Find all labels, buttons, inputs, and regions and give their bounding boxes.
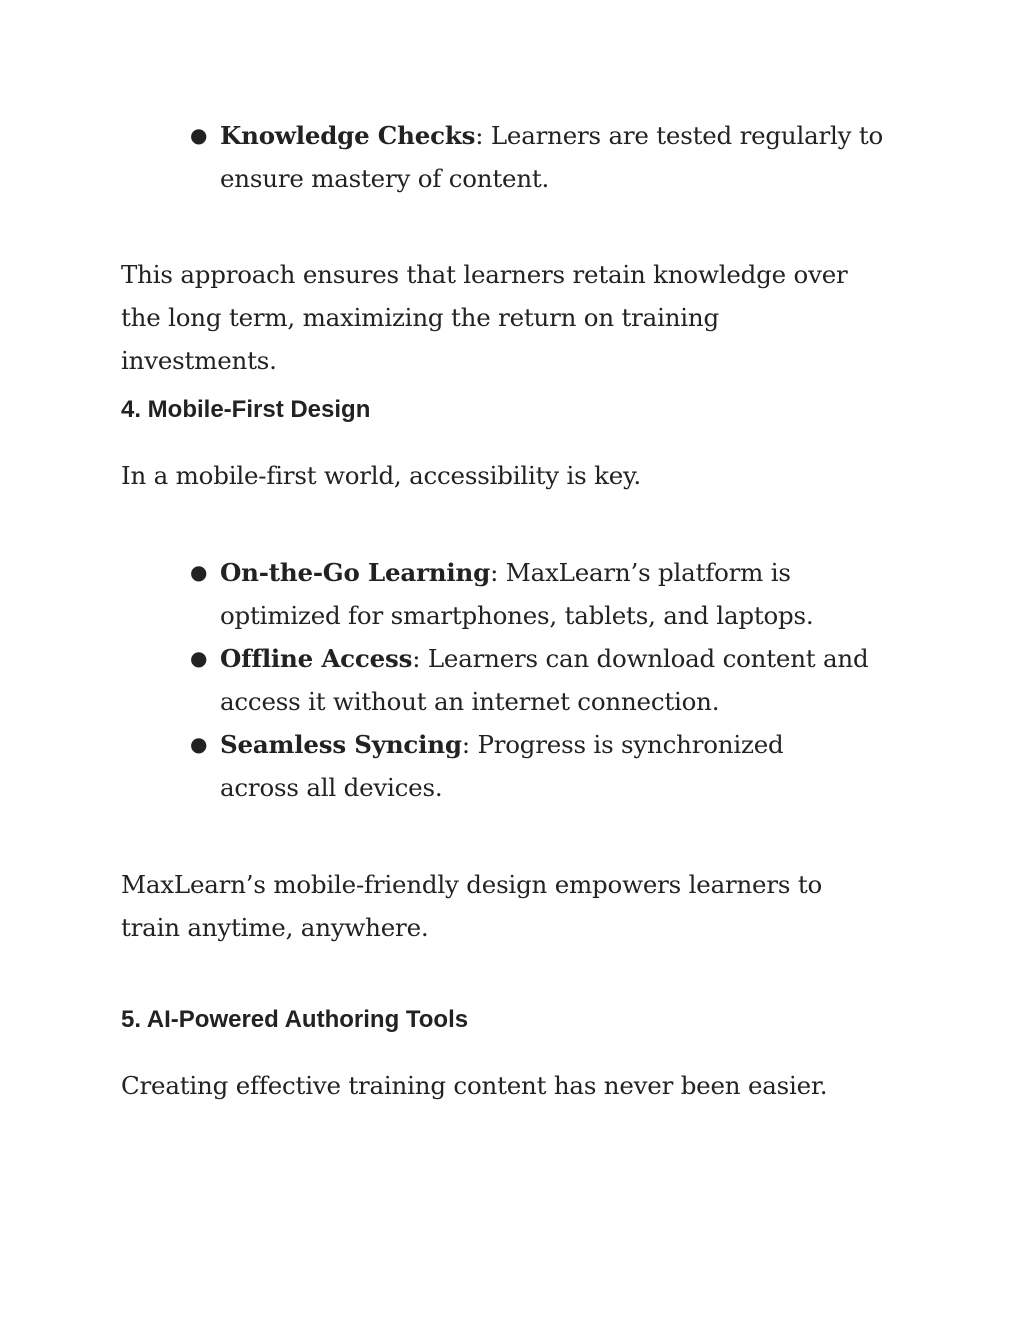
list-item-term: On-the-Go Learning bbox=[220, 558, 491, 587]
paragraph-mobile-closing: MaxLearn’s mobile-friendly design empowers learners to train anytime, anywhere. bbox=[121, 870, 823, 942]
list-item-text: : Learners can download content and access it without an internet connection. bbox=[220, 644, 869, 716]
list-item-term: Offline Access bbox=[220, 644, 413, 673]
section-heading-mobile-first: 4. Mobile-First Design bbox=[121, 396, 371, 423]
bullet-dot: ● bbox=[190, 646, 208, 670]
section-heading-ai-authoring: 5. AI-Powered Authoring Tools bbox=[121, 1006, 469, 1033]
paragraph-ai-intro: Creating effective training content has never been easier. bbox=[121, 1071, 828, 1100]
bullet-dot: ● bbox=[190, 560, 208, 584]
bullet-dot: ● bbox=[190, 732, 208, 756]
bullet-dot: ● bbox=[190, 123, 208, 147]
list-item-text: : Learners are tested regularly to ensure mastery of content. bbox=[220, 121, 884, 193]
list-item-term: Seamless Syncing bbox=[220, 730, 462, 759]
list-item-text: : Progress is synchronized across all devices. bbox=[220, 730, 784, 802]
paragraph-approach: This approach ensures that learners retain knowledge over the long term, maximizing the return on training investments. bbox=[121, 260, 848, 375]
list-item-knowledge-checks bbox=[190, 114, 906, 200]
list-item-seamless-syncing bbox=[190, 723, 860, 809]
list-item-term: Knowledge Checks bbox=[220, 121, 476, 150]
list-item-on-the-go bbox=[190, 551, 880, 637]
list-item-offline-access bbox=[190, 637, 900, 723]
list-item-text: : MaxLearn’s platform is optimized for smartphones, tablets, and laptops. bbox=[220, 558, 814, 630]
paragraph-mobile-intro: In a mobile-first world, accessibility is key. bbox=[121, 461, 642, 490]
